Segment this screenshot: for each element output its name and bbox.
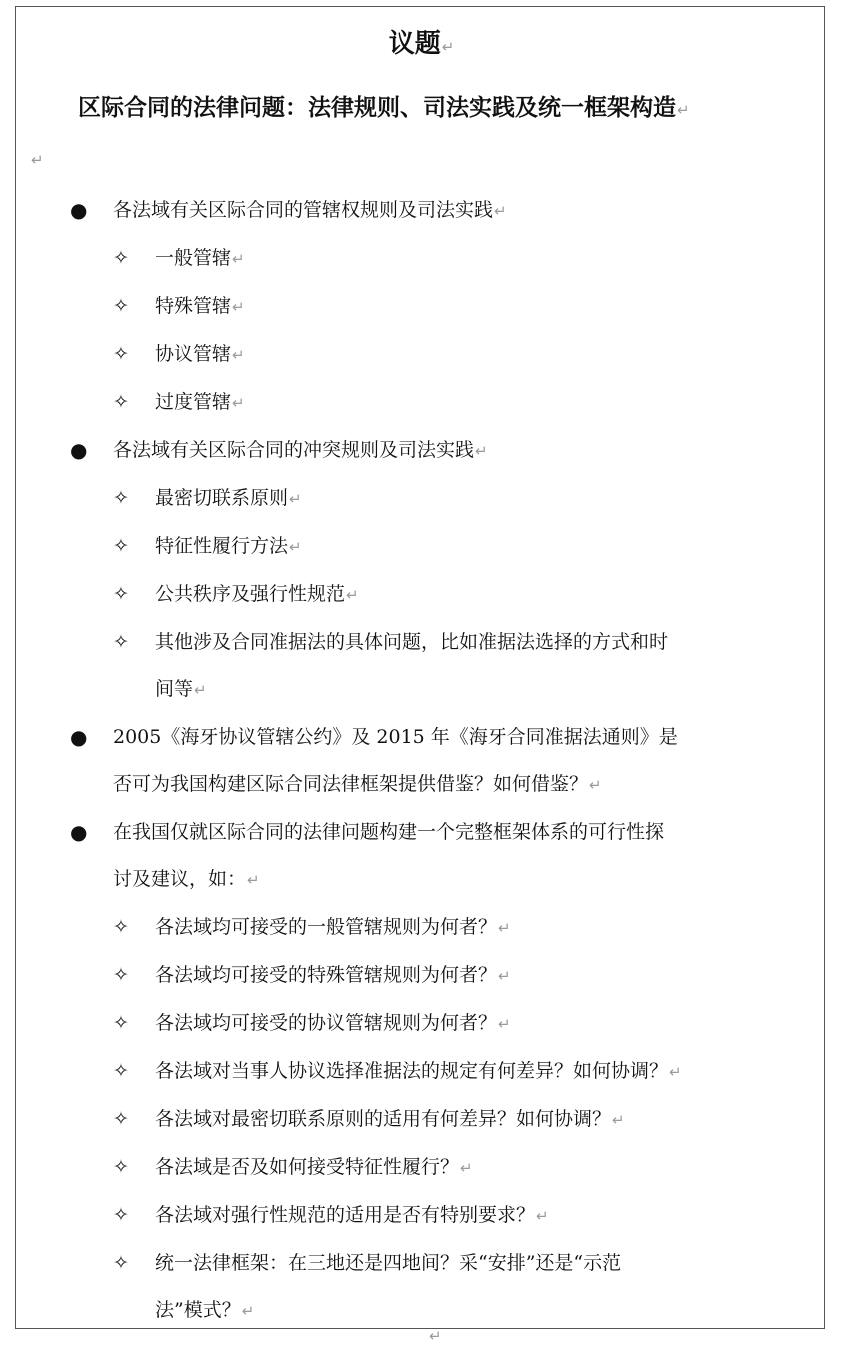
- item-text: 各法域对当事人协议选择准据法的规定有何差异？如何协调？: [155, 1060, 669, 1082]
- document-title: [0, 26, 843, 65]
- item-text: 一般管辖: [155, 247, 232, 269]
- paragraph-mark: ↵: [494, 202, 507, 220]
- sub-item: [0, 331, 843, 379]
- sparkle-bullet-icon: ✧: [113, 1012, 129, 1034]
- item-text: 特殊管辖: [155, 295, 232, 317]
- item-text: 其他涉及合同准据法的具体问题，比如准据法选择的方式和时: [155, 631, 669, 653]
- item-text: 各法域对最密切联系原则的适用有何差异？如何协调？: [155, 1108, 612, 1130]
- item-text: 特征性履行方法: [155, 535, 289, 557]
- sparkle-bullet-icon: ✧: [113, 964, 129, 986]
- bullet-dot-icon: ●: [70, 820, 88, 844]
- sparkle-bullet-icon: ✧: [113, 1060, 129, 1082]
- paragraph-mark: ↵: [475, 442, 488, 460]
- bullet-dot-icon: ●: [70, 438, 88, 462]
- item-text: 各法域有关区际合同的冲突规则及司法实践: [113, 439, 475, 461]
- sub-item-continuation: [0, 666, 843, 714]
- item-text: 法”模式？: [155, 1299, 241, 1321]
- item-text: 统一法律框架：在三地还是四地间？采“安排”还是“示范: [155, 1252, 622, 1274]
- sparkle-bullet-icon: ✧: [113, 1204, 129, 1226]
- sub-item: [0, 379, 843, 427]
- bullet-item: [0, 714, 843, 761]
- paragraph-mark: ↵: [289, 490, 302, 508]
- sparkle-bullet-icon: ✧: [113, 487, 129, 509]
- bullet-dot-icon: ●: [70, 198, 88, 222]
- paragraph-mark: ↵: [346, 586, 359, 604]
- document-subtitle: [78, 90, 690, 128]
- paragraph-mark: ↵: [441, 38, 455, 56]
- sparkle-bullet-icon: ✧: [113, 1156, 129, 1178]
- subtitle-text: 区际合同的法律问题：法律规则、司法实践及统一框架构造: [78, 94, 676, 121]
- sub-item-continuation: [0, 1287, 843, 1335]
- bullet-item: [0, 809, 843, 856]
- paragraph-mark: ↵: [612, 1111, 625, 1129]
- paragraph-mark: ↵: [498, 967, 511, 985]
- paragraph-mark: ↵: [232, 394, 245, 412]
- sub-item: [0, 523, 843, 571]
- paragraph-mark: ↵: [289, 538, 302, 556]
- item-text: 公共秩序及强行性规范: [155, 583, 346, 605]
- sub-item: [0, 1000, 843, 1048]
- paragraph-mark: ↵: [677, 101, 690, 119]
- bullet-item-continuation: [0, 761, 843, 809]
- sub-item: [0, 1192, 843, 1240]
- sub-item: [0, 1144, 843, 1192]
- item-text: 讨及建议，如：: [113, 868, 247, 890]
- item-text: 过度管辖: [155, 391, 232, 413]
- paragraph-mark: ↵: [31, 151, 44, 169]
- paragraph-mark: ↵: [241, 1302, 255, 1320]
- paragraph-mark: ↵: [247, 871, 260, 889]
- sub-item: [0, 1048, 843, 1096]
- sub-item: [0, 571, 843, 619]
- item-text: 各法域是否及如何接受特征性履行？: [155, 1156, 460, 1178]
- bullet-dot-icon: ●: [70, 725, 88, 749]
- paragraph-mark: ↵: [194, 681, 207, 699]
- sparkle-bullet-icon: ✧: [113, 631, 129, 653]
- sparkle-bullet-icon: ✧: [113, 583, 129, 605]
- sub-item: [0, 283, 843, 331]
- sparkle-bullet-icon: ✧: [113, 916, 129, 938]
- sparkle-bullet-icon: ✧: [113, 391, 129, 413]
- sub-item: [0, 235, 843, 283]
- item-text: 各法域均可接受的协议管辖规则为何者？: [155, 1012, 498, 1034]
- paragraph-mark: ↵: [232, 346, 245, 364]
- sparkle-bullet-icon: ✧: [113, 247, 129, 269]
- item-text: 否可为我国构建区际合同法律框架提供借鉴？如何借鉴？: [113, 773, 589, 795]
- sub-item: [0, 952, 843, 1000]
- paragraph-mark: ↵: [232, 250, 245, 268]
- sparkle-bullet-icon: ✧: [113, 1252, 129, 1274]
- sparkle-bullet-icon: ✧: [113, 1108, 129, 1130]
- sub-item: [0, 1096, 843, 1144]
- title-text: 议题: [388, 29, 441, 59]
- sub-item: [0, 1240, 843, 1287]
- item-text: 各法域均可接受的一般管辖规则为何者？: [155, 916, 498, 938]
- sub-item: [0, 904, 843, 952]
- sparkle-bullet-icon: ✧: [113, 343, 129, 365]
- paragraph-mark: ↵: [498, 919, 511, 937]
- paragraph-mark: ↵: [460, 1159, 473, 1177]
- bullet-item: [0, 187, 843, 235]
- item-text: 各法域对强行性规范的适用是否有特别要求？: [155, 1204, 536, 1226]
- paragraph-mark: ↵: [536, 1207, 549, 1225]
- item-text: 2005《海牙协议管辖公约》及 2015 年《海牙合同准据法通则》是: [113, 726, 678, 748]
- sub-item: [0, 619, 843, 666]
- item-text: 协议管辖: [155, 343, 232, 365]
- item-text: 在我国仅就区际合同的法律问题构建一个完整框架体系的可行性探: [113, 821, 665, 843]
- bullet-item: [0, 427, 843, 475]
- sparkle-bullet-icon: ✧: [113, 295, 129, 317]
- paragraph-mark: ↵: [232, 298, 245, 316]
- agenda-list: [0, 187, 843, 1335]
- item-text: 各法域有关区际合同的管辖权规则及司法实践: [113, 199, 494, 221]
- bullet-item-continuation: [0, 856, 843, 904]
- item-text: 间等: [155, 678, 194, 700]
- paragraph-mark: ↵: [589, 776, 602, 794]
- blank-paragraph: [30, 147, 44, 173]
- sparkle-bullet-icon: ✧: [113, 535, 129, 557]
- sub-item: [0, 475, 843, 523]
- paragraph-mark: ↵: [669, 1063, 682, 1081]
- paragraph-mark: ↵: [498, 1015, 511, 1033]
- item-text: 各法域均可接受的特殊管辖规则为何者？: [155, 964, 498, 986]
- paragraph-mark: ↵: [429, 1327, 442, 1345]
- item-text: 最密切联系原则: [155, 487, 289, 509]
- end-paragraph-mark: [428, 1325, 442, 1347]
